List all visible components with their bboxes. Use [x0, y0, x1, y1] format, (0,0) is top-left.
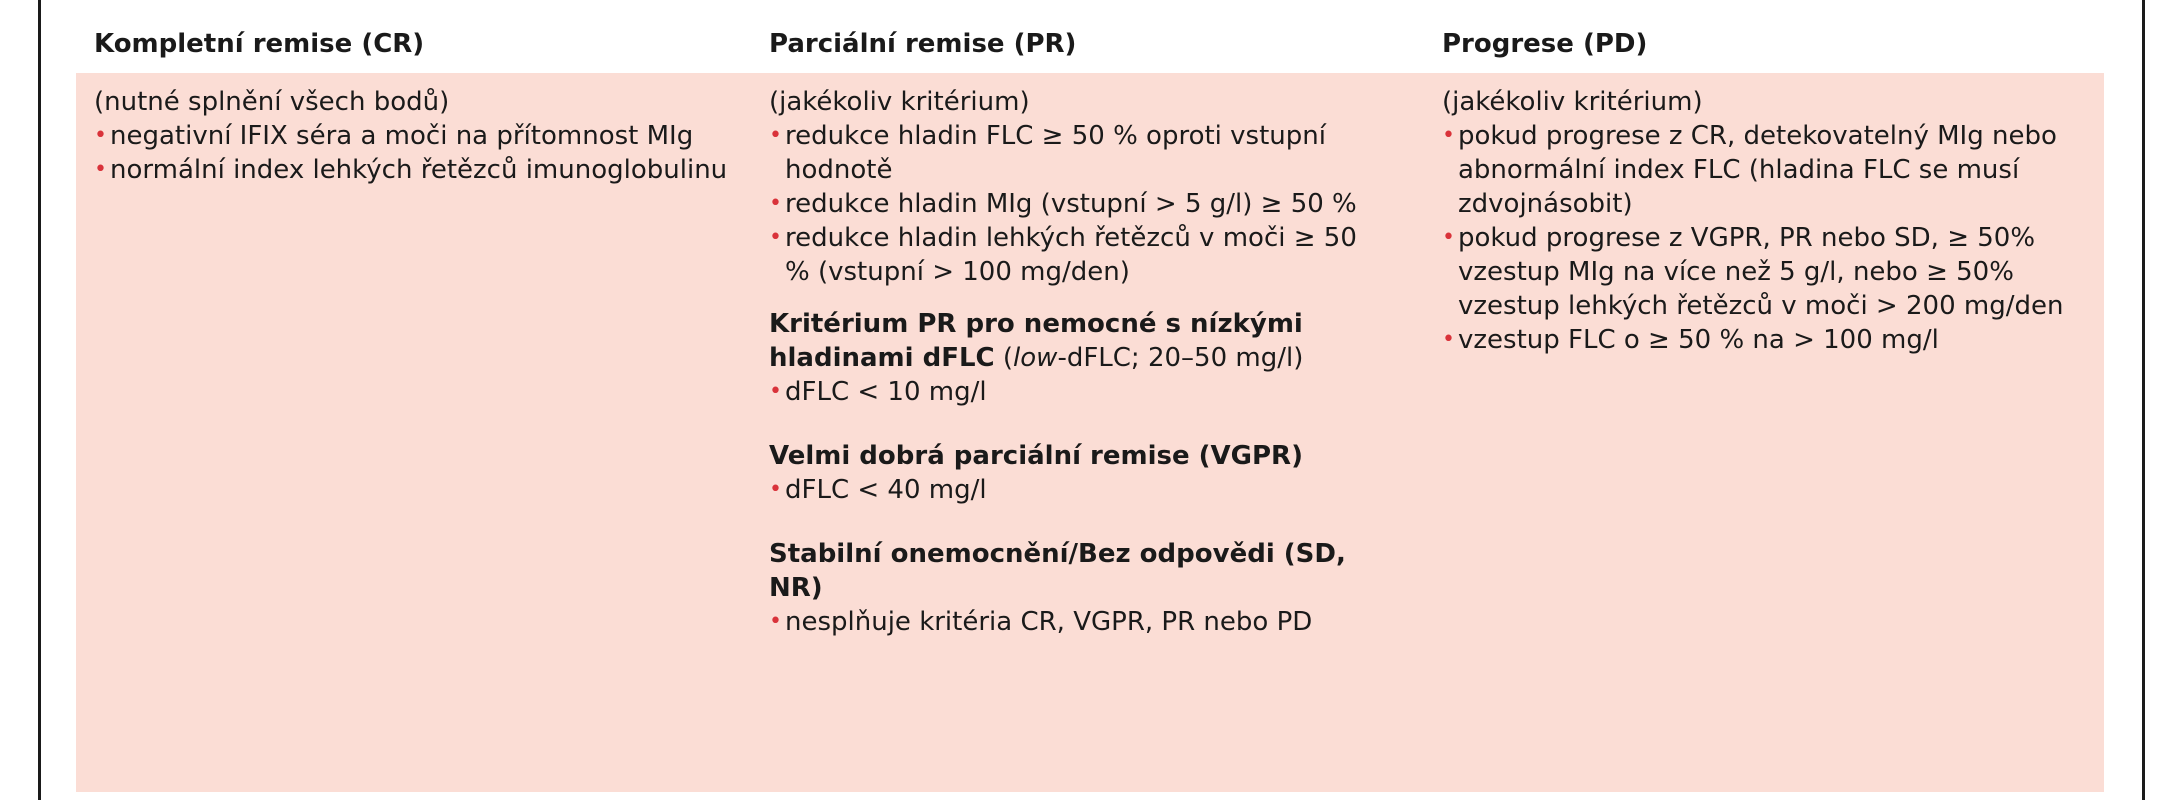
column-complete-remission [94, 85, 734, 187]
bullet-icon: • [769, 477, 782, 502]
criteria-list [769, 375, 1389, 409]
sd-subheading: Stabilní onemocnění/Bez odpovědi (SD, NR) [769, 539, 1346, 603]
list-item: • negativní IFIX séra a moči na přítomnost MIg [94, 121, 694, 151]
bullet-icon: • [769, 191, 782, 216]
criteria-list [94, 119, 734, 187]
list-item: • nesplňuje kritéria CR, VGPR, PR nebo PD [769, 607, 1313, 637]
bullet-icon: • [94, 123, 107, 148]
criteria-list [769, 119, 1389, 289]
list-item: • redukce hladin MIg (vstupní > 5 g/l) ≥ 50 % [769, 189, 1357, 219]
list-item: • dFLC < 10 mg/l [769, 377, 987, 407]
table-header-row [76, 20, 2104, 73]
table-body-row [76, 73, 2104, 792]
header-partial-remission: Parciální remise (PR) [769, 29, 1077, 59]
response-criteria-table [76, 20, 2104, 637]
bullet-icon: • [1442, 123, 1455, 148]
low-dflc-subheading: Kritérium PR pro nemocné s nízkými hladinami dFLC (low-dFLC; 20–50 mg/l) [769, 309, 1304, 373]
column-intro: (nutné splnění všech bodů) [94, 87, 450, 117]
left-border-line [38, 0, 41, 800]
list-item: • pokud progrese z CR, detekovatelný MIg nebo abnormální index FLC (hladina FLC se musí zdvojnásobit) [1442, 121, 2057, 219]
bullet-icon: • [769, 123, 782, 148]
list-item: • pokud progrese z VGPR, PR nebo SD, ≥ 50% vzestup MIg na více než 5 g/l, nebo ≥ 50% vzestup lehkých řetězců v moči > 200 mg/den [1442, 223, 2064, 321]
column-progression [1442, 85, 2087, 357]
header-complete-remission: Kompletní remise (CR) [94, 29, 425, 59]
list-item: • dFLC < 40 mg/l [769, 475, 987, 505]
column-intro: (jakékoliv kritérium) [1442, 87, 1703, 117]
column-partial-remission [769, 85, 1389, 639]
vgpr-subheading: Velmi dobrá parciální remise (VGPR) [769, 441, 1303, 471]
right-border-line [2142, 0, 2145, 800]
header-progression: Progrese (PD) [1442, 29, 1648, 59]
bullet-icon: • [769, 225, 782, 250]
bullet-icon: • [769, 379, 782, 404]
criteria-list [1442, 119, 2087, 357]
bullet-icon: • [769, 609, 782, 634]
list-item: • normální index lehkých řetězců imunoglobulinu [94, 155, 728, 185]
bullet-icon: • [1442, 225, 1455, 250]
list-item: • vzestup FLC o ≥ 50 % na > 100 mg/l [1442, 325, 1939, 355]
bullet-icon: • [1442, 327, 1455, 352]
criteria-list [769, 473, 1389, 507]
list-item: • redukce hladin FLC ≥ 50 % oproti vstupní hodnotě [769, 121, 1326, 185]
criteria-list [769, 605, 1389, 639]
list-item: • redukce hladin lehkých řetězců v moči ≥ 50 % (vstupní > 100 mg/den) [769, 223, 1357, 287]
column-intro: (jakékoliv kritérium) [769, 87, 1030, 117]
bullet-icon: • [94, 157, 107, 182]
